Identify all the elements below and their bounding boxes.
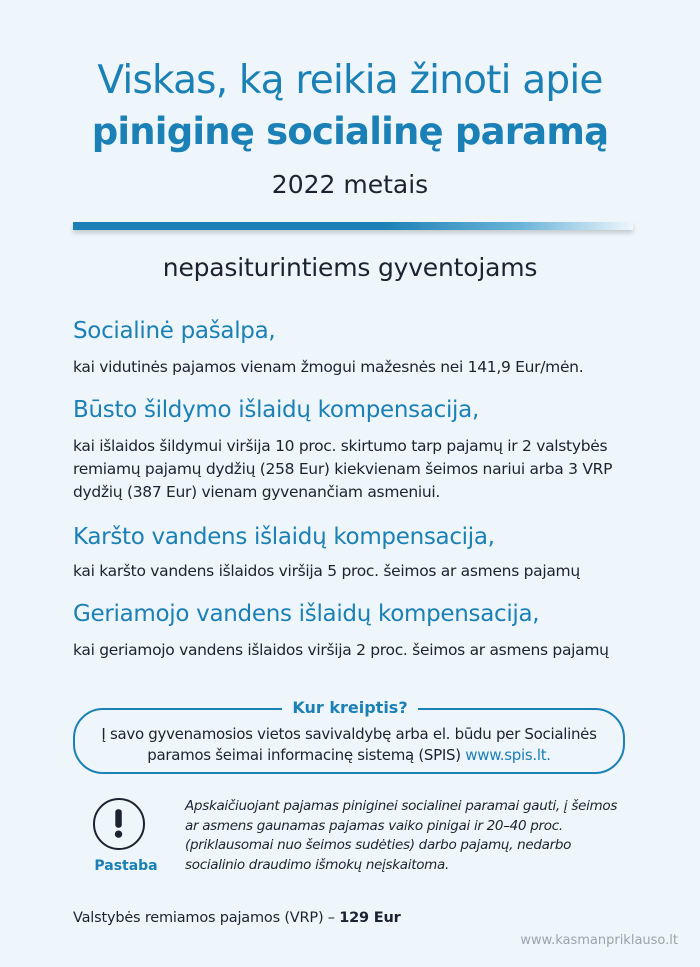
where-to-apply-description: Į savo gyvenamosios vietos savivaldybę arba el. būdu per Socialinės paramos šeimai informacinę sistemą (SPIS) <box>101 725 597 764</box>
vrp-line <box>73 910 401 926</box>
subtitle: nepasiturintiems gyventojams <box>162 253 538 282</box>
exclamation-icon <box>93 798 145 850</box>
section-text-heating: kai išlaidos šildymui viršija 10 proc. skirtumo tarp pajamų ir 2 valstybės remiamų pajamų dydžių (258 Eur) kiekvienam šeimos nariui arba 3 VRP dydžių (387 Eur) vienam gyvenančiam asmeniui. <box>73 437 613 501</box>
website-url[interactable]: www.kasmanpriklauso.lt <box>520 933 678 948</box>
vrp-value: 129 Eur <box>339 910 401 926</box>
note-label: Pastaba <box>94 858 158 874</box>
vrp-label: Valstybės remiamos pajamos (VRP) – <box>73 910 340 926</box>
section-heading-heating: Būsto šildymo išlaidų kompensacija, <box>73 397 479 423</box>
section-heading-drinking-water: Geriamojo vandens išlaidų kompensacija, <box>73 601 540 627</box>
section-text-hot-water: kai karšto vandens išlaidos viršija 5 proc. šeimos ar asmens pajamų <box>73 562 580 580</box>
section-text-social-benefit: kai vidutinės pajamos vienam žmogui mažesnės nei 141,9 Eur/mėn. <box>73 358 584 376</box>
exclamation-mark-icon <box>95 800 143 848</box>
title-line-2: piniginę socialinę paramą <box>91 110 609 153</box>
where-to-apply-title: Kur kreiptis? <box>282 698 417 717</box>
section-heading-social-benefit: Socialinė pašalpa, <box>73 318 276 344</box>
section-text-drinking-water: kai geriamojo vandens išlaidos viršija 2 proc. šeimos ar asmens pajamų <box>73 641 609 659</box>
section-heading-hot-water: Karšto vandens išlaidų kompensacija, <box>73 524 495 550</box>
where-to-apply-text <box>73 724 625 766</box>
spis-link[interactable]: www.spis.lt. <box>465 746 551 764</box>
title-line-1: Viskas, ką reikia žinoti apie <box>97 58 603 103</box>
note-text: Apskaičiuojant pajamas piniginei socialinei paramai gauti, į šeimos ar asmens gaunamas pajamas vaiko pinigai ir 20–40 proc. (priklausomai nuo šeimos sudėties) darbo pajamų, nedarbo socialinio draudimo išmokų neįskaitoma. <box>185 798 618 873</box>
title-divider <box>73 222 633 230</box>
title-year: 2022 metais <box>271 170 429 199</box>
